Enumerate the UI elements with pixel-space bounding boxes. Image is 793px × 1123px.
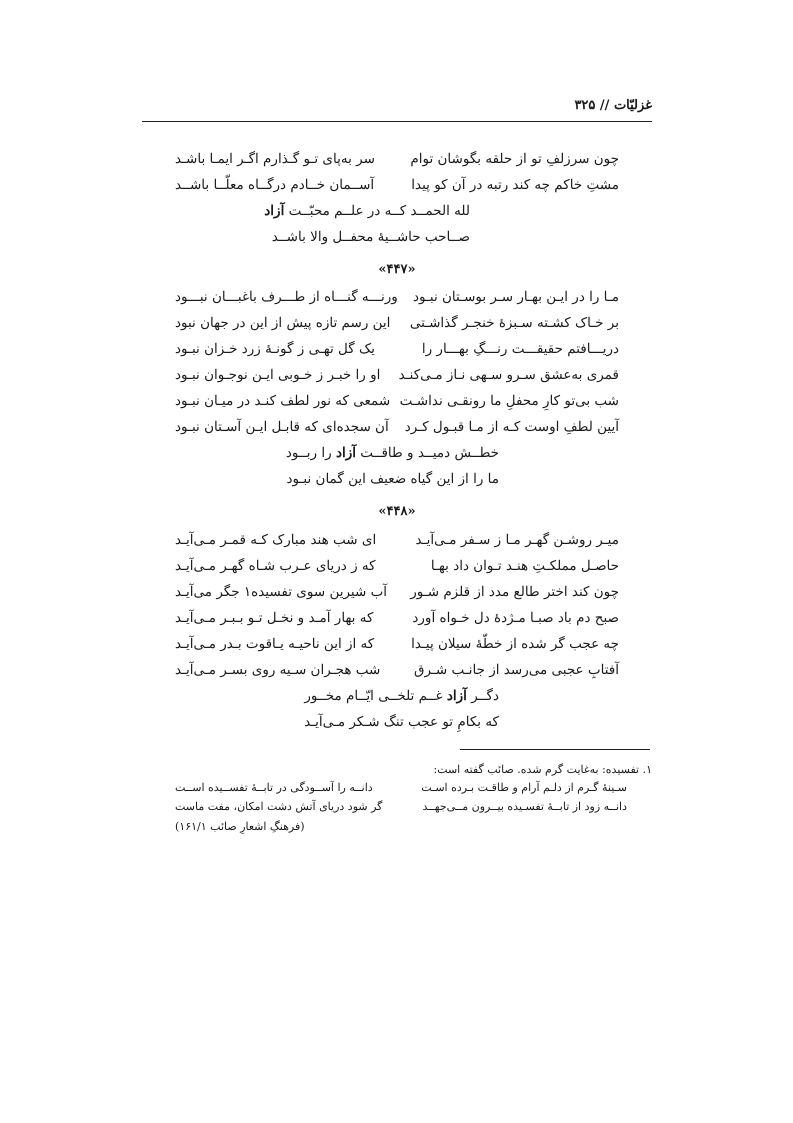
hemistich-second: این رسم تازه پیش از این در جهان نبود <box>175 315 391 331</box>
hemistich-first: چون کند اختر طالع مدد از قلزم شـور <box>410 584 619 600</box>
couplet <box>175 284 619 310</box>
couplet <box>175 388 619 414</box>
final-couplet-line <box>175 466 619 492</box>
hemistich-second: شمعی که نور لطف کنـد در میـان نبـود <box>175 393 391 409</box>
footnote-rule <box>460 749 650 750</box>
hemistich-first: قمری به‌عشق سـرو سـهی نـاز مـی‌کنـد <box>398 367 619 383</box>
couplet <box>175 553 619 579</box>
final-hemistich: لله الحمــد کــه در علــم محبّــت آزاد <box>264 203 470 219</box>
hemistich-first: آفتابِ عجبی می‌رسد از جانـب شـرق <box>414 662 619 678</box>
header-rule <box>142 121 652 122</box>
footnote-verse: دانــه زود از تابــهٔ تفسـیده بیــرون مــی‌جهــد <box>422 800 627 813</box>
hemistich-first: چون سرزلفِ تو از حلقه بگوشان توام <box>410 151 619 167</box>
hemistich-first: دریـــافتم حقیقـــت رنـــگِ بهـــار را <box>421 341 619 357</box>
poem-number: «۴۴۷» <box>378 262 416 277</box>
footnote-text: ۱. تفسیده: به‌غایت گرم شده. صائب گفته است: <box>433 763 652 776</box>
hemistich-first: حاصـل مملکـتِ هنـد تـوان داد بهـا <box>430 558 619 574</box>
hemistich-second: شب هجـران سـیه روی بسـر مـی‌آیـد <box>175 662 381 678</box>
hemistich-second: ای شب هند مبارک کـه قمـر مـی‌آیـد <box>175 532 377 548</box>
hemistich-first: بر خـاک کشـته سـبزهٔ خنجـر گذاشـتی <box>409 315 619 331</box>
hemistich-second: آن سجده‌ای که قابـل ایـن آسـتان نبـود <box>175 419 389 435</box>
final-hemistich: که بکامِ تو عجب تنگ شـکر مـی‌آیـد <box>304 714 499 730</box>
hemistich-first: مشتِ خاکم چه کند رتبه در آن کو پیدا <box>411 177 619 193</box>
final-couplet-line <box>175 198 619 224</box>
final-couplet-line <box>175 709 619 735</box>
final-hemistich: خطــش دمیــد و طاقــت آزاد را ربــود <box>285 445 499 461</box>
couplet <box>175 579 619 605</box>
couplet <box>175 146 619 172</box>
couplet <box>175 631 619 657</box>
footnote-verse: دانــه را آســودگی در تابــهٔ تفســیده اســت <box>175 781 373 794</box>
hemistich-first: چه عجب گر شده از خطّهٔ سیلان پیـدا <box>411 636 619 652</box>
hemistich-first: مـا را در ایـن بهـار سـر بوسـتان نبـود <box>412 289 619 305</box>
hemistich-second: او را خبـر ز خـوبی ایـن نوجـوان نبـود <box>175 367 381 383</box>
hemistich-first: میـر روشـن گهـر مـا ز سـفر مـی‌آیـد <box>415 532 619 548</box>
final-hemistich: دگــر آزاد غــم تلخــی ایّــام مخــور <box>304 688 499 704</box>
final-hemistich: صــاحب حاشــیهٔ محفــل والا باشــد <box>271 229 470 245</box>
footnote-verse: گر شود دریای آتش دشت امکان، مفت ماست <box>175 800 383 813</box>
hemistich-second: که ز دریای عـرب شـاه گهـر مـی‌آیـد <box>175 558 376 574</box>
final-couplet-line <box>175 224 619 250</box>
hemistich-second: که از این ناحیـه یـاقوت بـدر مـی‌آیـد <box>175 636 375 652</box>
hemistich-second: که بهار آمـد و نخـل تـو بـبـر مـی‌آیـد <box>175 610 374 626</box>
footnote-verse: سـینهٔ گـرم از دلـم آرام و طاقـت بـرده اسـت <box>421 781 627 794</box>
hemistich-second: یک گل تهـی ز گونـهٔ زرد خـزان نبـود <box>175 341 375 357</box>
hemistich-second: آســمان خــادم درگــاه معلّــا باشــد <box>175 177 375 193</box>
couplet <box>175 414 619 440</box>
hemistich-first: شب بی‌تو کارِ محفلِ ما رونقـی نداشـت <box>399 393 619 409</box>
couplet <box>175 172 619 198</box>
hemistich-second: ورنـــه گنـــاه از طـــرف باغبـــان نبـــود <box>175 289 398 305</box>
couplet <box>175 310 619 336</box>
final-couplet-line <box>175 683 619 709</box>
final-couplet-line <box>175 440 619 466</box>
hemistich-second: آب شیرین سوی تفسیده۱ جگر می‌آیـد <box>175 584 388 600</box>
hemistich-first: صبح دم باد صبـا مـژدهٔ دل خـواه آورد <box>412 610 619 626</box>
hemistich-second: سر به‌پای تـو گـذارم اگـر ایمـا باشـد <box>175 151 375 167</box>
couplet <box>175 657 619 683</box>
hemistich-first: آیین لطفِ اوست کـه از مـا قبـول کـرد <box>404 419 619 435</box>
couplet <box>175 362 619 388</box>
final-hemistich: ما را از این گیاه ضعیف این گمان نبـود <box>286 471 499 487</box>
couplet <box>175 527 619 553</box>
poem-number: «۴۴۸» <box>378 504 416 519</box>
running-head: غزلیّات // ۳۲۵ <box>574 98 652 113</box>
couplet <box>175 605 619 631</box>
footnote-source: (فرهنگِ اشعارِ صائب ۱۶۱/۱) <box>175 820 305 833</box>
couplet <box>175 336 619 362</box>
